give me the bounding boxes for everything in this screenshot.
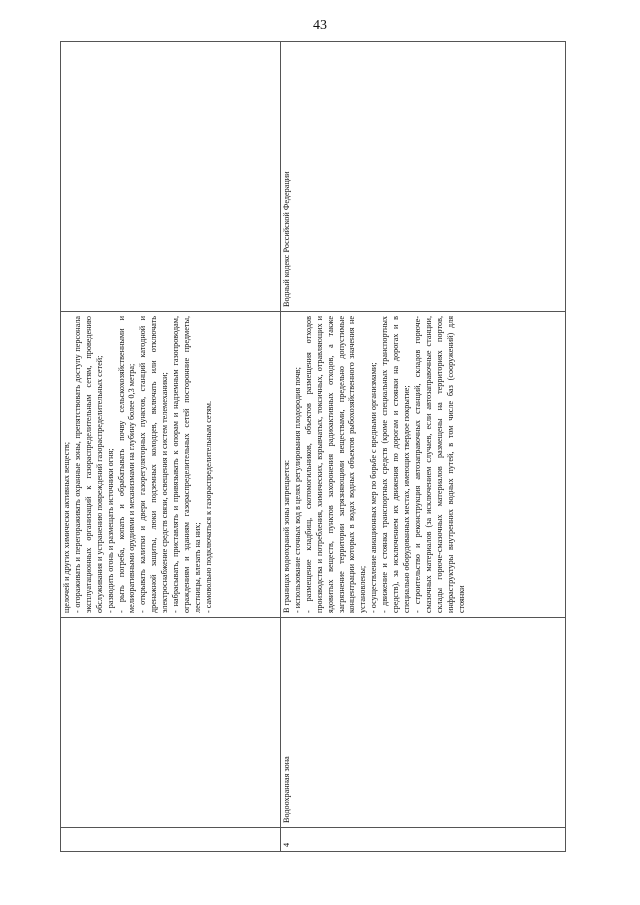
restrictions-cell [61,312,281,618]
zone-name-cell [61,618,281,828]
restrictions-table [60,41,566,852]
restriction-line: - осуществление авиационных мер по борьбе с вредными организмами; [369,362,379,613]
restriction-line: щелочей и других химически активных веществ; [62,442,71,613]
restriction-line: - строительство и реконструкция автозаправочных станций, складов горюче-смазочных материалов (за исключением случаев, если автозаправочные станции, склады горюче-смазочных материалов размещены на территориях портов, инфраструктуры внутренних водных путей, в том числе баз (сооружений) для стоянки [412,316,466,613]
restriction-line: - самовольно подключаться к газораспределительным сетям. [203,400,213,613]
rotated-table-frame [60,42,566,852]
page-number: 43 [313,18,327,33]
restriction-line: - использование сточных вод в целях регулирования плодородия почв; [292,367,302,613]
row-number-cell: 4 [281,828,566,852]
table-row [281,42,566,852]
legal-document-cell: Водный кодекс Российской Федерации [281,42,566,312]
restriction-line: - открывать калитки и двери газорегуляторных пунктов, станций катодной и дренажной защиты, люки подземных колодцев, включать или отключать электроснабжение средств связи, освещения и систем телемеханики; [138,316,170,613]
zone-name-cell: Водоохранная зона [281,618,566,828]
restrictions-cell [281,312,566,618]
landscape-table-container [60,42,566,852]
row-number-cell [61,828,281,852]
restriction-line: - огораживать и перегораживать охранные зоны, препятствовать доступу персонала эксплуатационных организаций к газораспределительным сетям, проведению обслуживания и устранению повреждений газораспределительных сетей; [72,316,104,613]
restriction-line: - движение и стоянка транспортных средств (кроме специальных транспортных средств), за исключением их движения по дорогам и стоянки на дорогах и в специально оборудованных местах, имеющих твердое покрытие; [380,316,411,613]
restriction-line: - рыть погреба, копать и обрабатывать почву сельскохозяйственными и мелиоративными орудиями и механизмами на глубину более 0,3 метра; [116,316,137,613]
restriction-line: - набрасывать, приставлять и привязывать к опорам и надземным газопроводам, ограждениям и зданиям газораспределительных сетей посторонние предметы, лестницы, влезать на них; [171,316,202,613]
restriction-line: - размещение кладбищ, скотомогильников, объектов размещения отходов производства и потребления, химических, взрывчатых, токсичных, отравляющих и ядовитых веществ, пунктов захоронения радиоактивных отходов, а также загрязнение территории загрязняющими веществами, предельно допустимые концентрации которых в водах водных объектов рыбохозяйственного значения не установлены; [303,316,368,613]
legal-document-cell [61,42,281,312]
restriction-line: - разводить огонь и размещать источники огня; [105,448,115,613]
restriction-line: В границах водоохраной зоны запрещается: [282,459,291,613]
table-row [61,42,281,852]
